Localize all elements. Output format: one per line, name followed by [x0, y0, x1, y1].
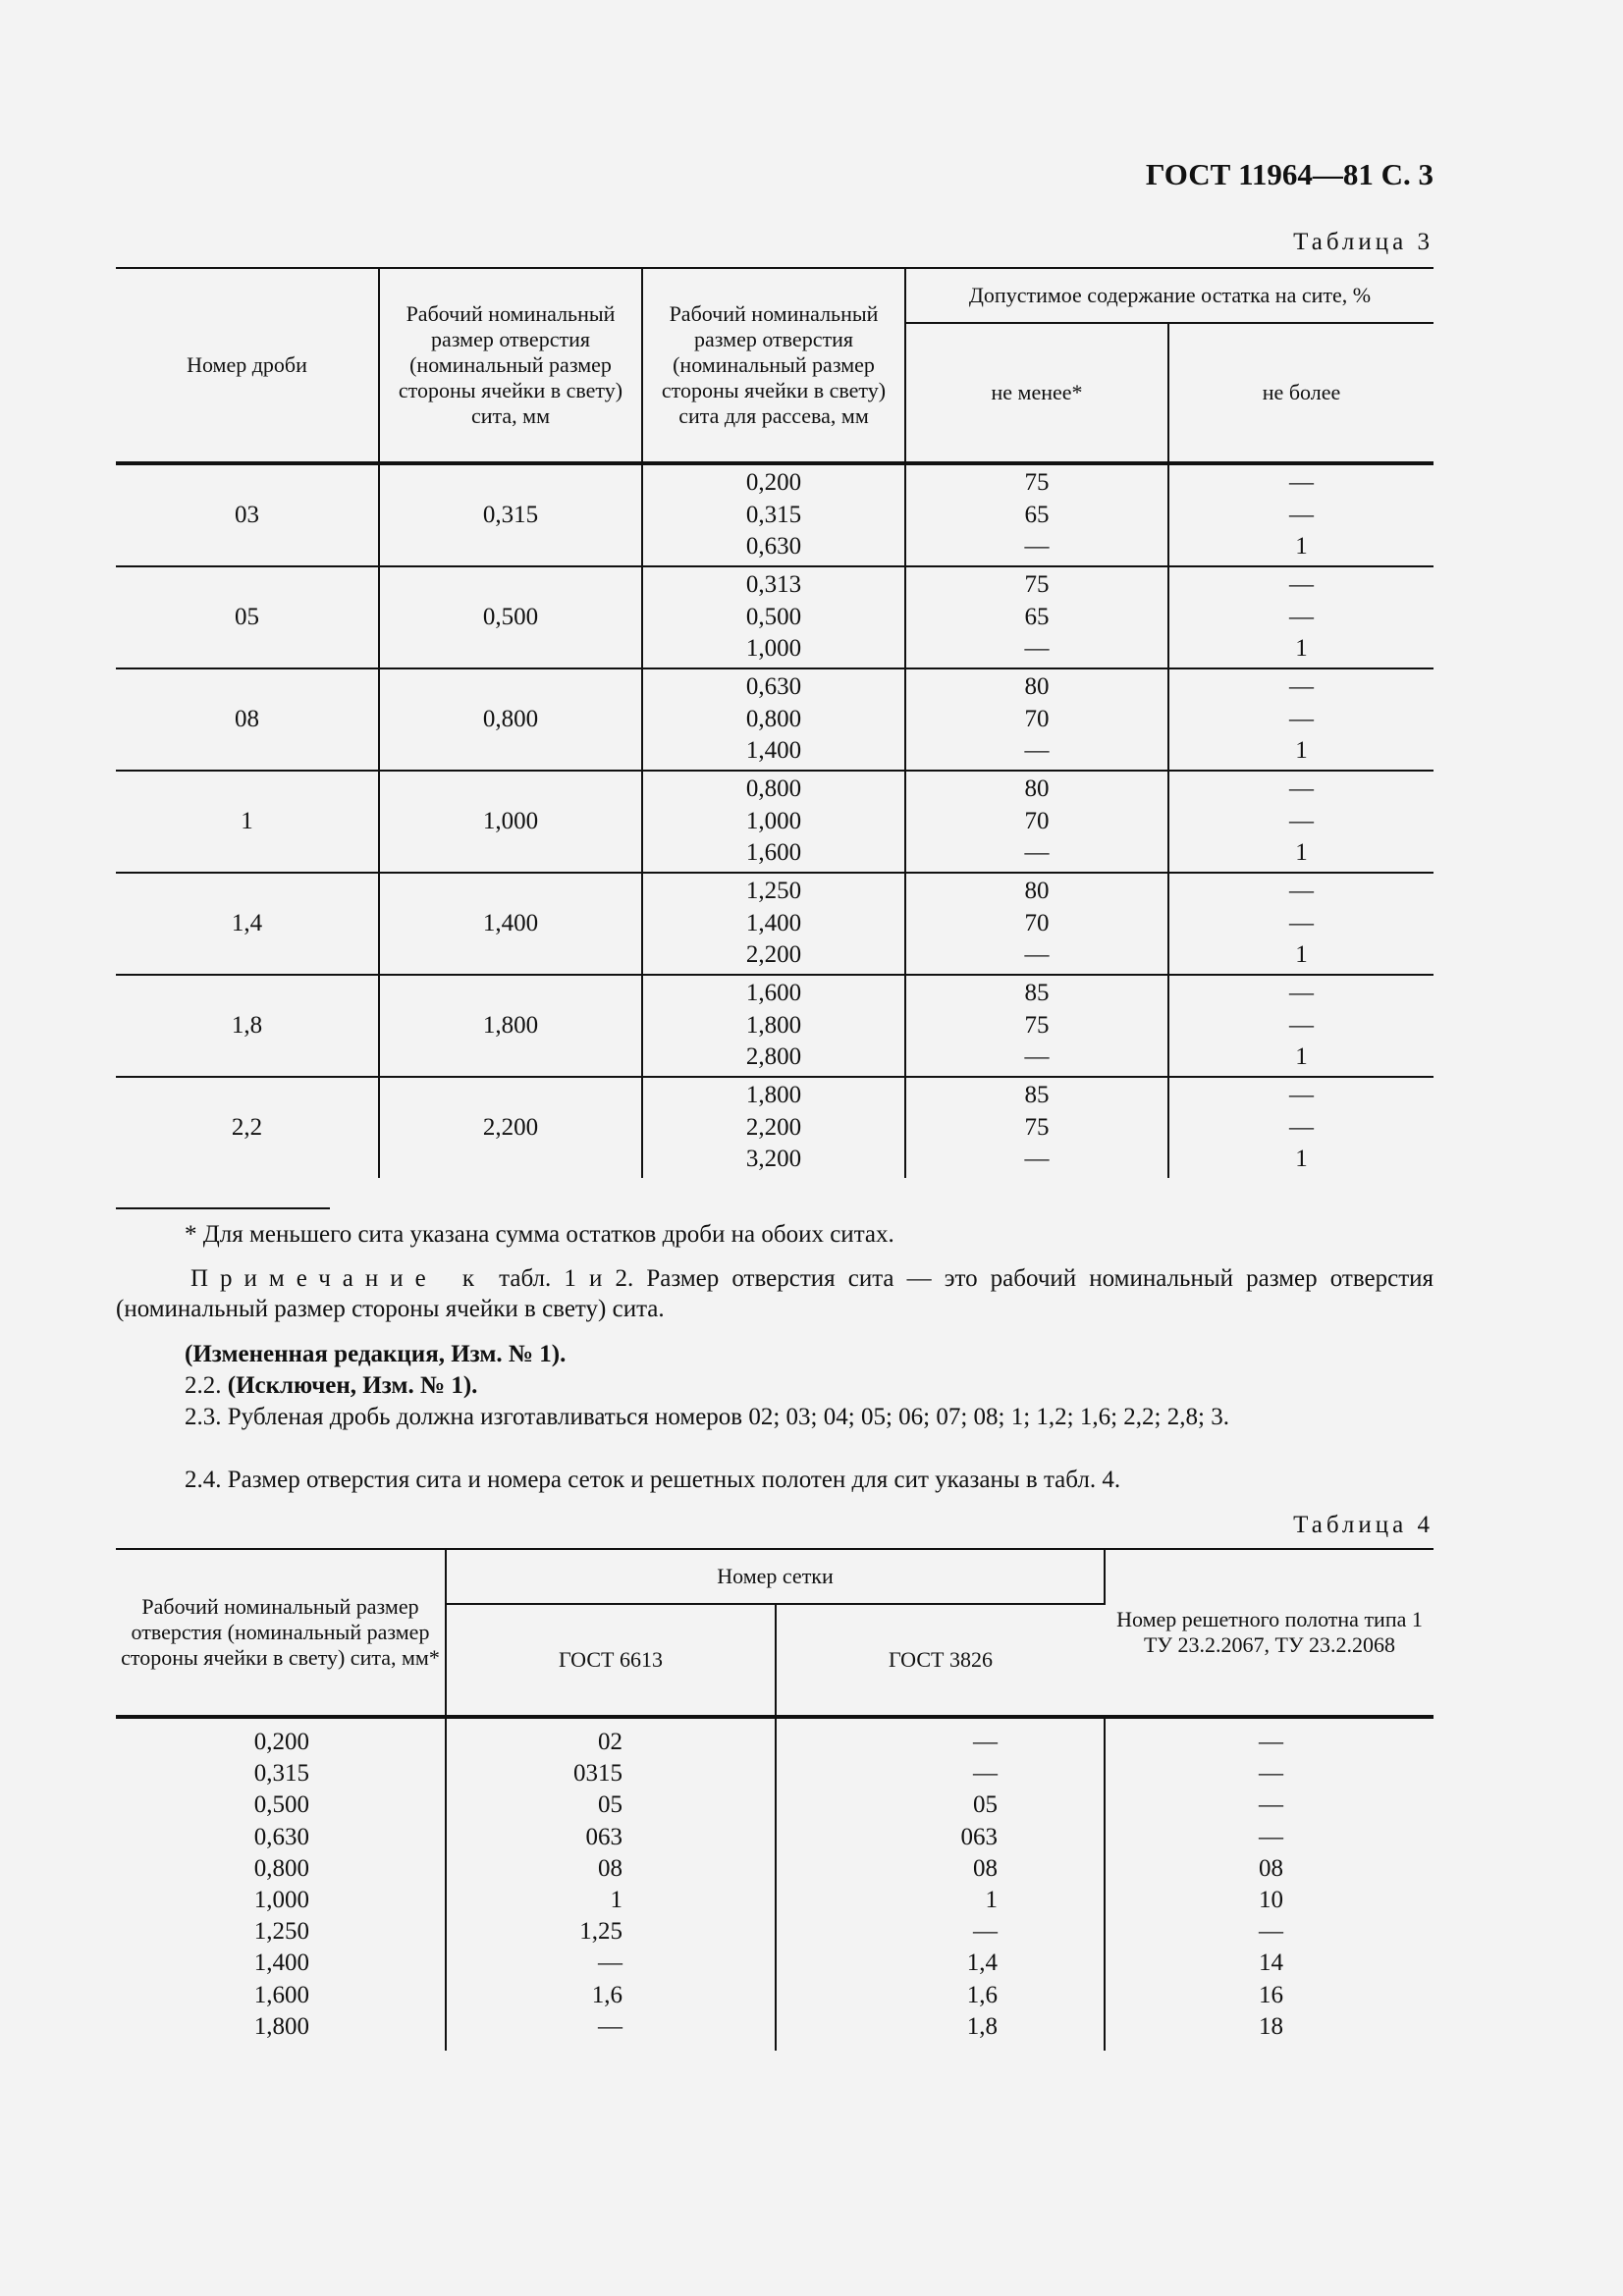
t3-header-sieve: Рабочий номинальный размер отверстия (номинальный размер стороны ячейки в свету) сита для рассева, мм: [642, 268, 905, 463]
table3-caption: Таблица 3: [1293, 229, 1434, 255]
t4-header-plate: Номер решетного полотна типа 1 ТУ 23.2.2067, ТУ 23.2.2068: [1105, 1549, 1434, 1717]
t3-number: 1: [116, 771, 379, 873]
table-row: [116, 975, 1434, 1077]
table-row: [116, 463, 1434, 566]
table4-caption: Таблица 4: [1293, 1512, 1434, 1538]
amendment-note: (Измененная редакция, Изм. № 1).: [185, 1341, 567, 1367]
t3-number: 08: [116, 668, 379, 771]
t4-header-size: Рабочий номинальный размер отверстия (номинальный размер стороны ячейки в свету) сита, мм*: [116, 1549, 446, 1717]
footnote: * Для меньшего сита указана сумма остатков дроби на обоих ситах.: [185, 1221, 894, 1248]
table-row: 0,800 08 08 08: [116, 1853, 1434, 1885]
t3-max: — — 1: [1168, 873, 1434, 975]
t3-sieves: 0,630 0,800 1,400: [642, 668, 905, 771]
page-header: ГОСТ 11964—81 С. 3: [1145, 157, 1434, 191]
t3-min: 85 75 —: [905, 975, 1168, 1077]
t3-sieves: 1,250 1,400 2,200: [642, 873, 905, 975]
t3-max: — — 1: [1168, 975, 1434, 1077]
t3-min: 85 75 —: [905, 1077, 1168, 1178]
table-row: 1,400 — 1,4 14: [116, 1948, 1434, 1979]
t3-number: 1,4: [116, 873, 379, 975]
t3-size: 0,315: [379, 463, 642, 566]
t3-size: 0,800: [379, 668, 642, 771]
note-label: Примечание к: [190, 1265, 487, 1292]
t3-header-group: Допустимое содержание остатка на сите, %: [905, 268, 1434, 323]
t4-header-gost6613: ГОСТ 6613: [446, 1604, 776, 1717]
t3-max: — — 1: [1168, 463, 1434, 566]
t3-size: 2,200: [379, 1077, 642, 1178]
note: [116, 1263, 1434, 1324]
t3-max: — — 1: [1168, 566, 1434, 668]
t3-header-number: Номер дроби: [116, 268, 379, 463]
t3-min: 80 70 —: [905, 873, 1168, 975]
table-row: [116, 1077, 1434, 1178]
footnote-divider: [116, 1207, 330, 1209]
table-row: [116, 566, 1434, 668]
t3-number: 2,2: [116, 1077, 379, 1178]
t3-size: 1,800: [379, 975, 642, 1077]
t3-size: 0,500: [379, 566, 642, 668]
t3-min: 80 70 —: [905, 771, 1168, 873]
t4-header-group: Номер сетки: [446, 1549, 1105, 1604]
paragraph-2-2: 2.2. (Исключен, Изм. № 1).: [185, 1372, 478, 1399]
table-row: 1,800 — 1,8 18: [116, 2011, 1434, 2051]
table-row: 1,000 1 1 10: [116, 1885, 1434, 1916]
note-text: табл. 1 и 2. Размер отверстия сита — это рабочий номинальный размер отверстия (номинальный размер стороны ячейки в свету) сита.: [116, 1265, 1434, 1322]
t3-sieves: 0,313 0,500 1,000: [642, 566, 905, 668]
t3-sieves: 0,800 1,000 1,600: [642, 771, 905, 873]
t3-max: — — 1: [1168, 771, 1434, 873]
t3-size: 1,000: [379, 771, 642, 873]
t3-sieves: 0,200 0,315 0,630: [642, 463, 905, 566]
table-4: [116, 1548, 1434, 2051]
t3-number: 03: [116, 463, 379, 566]
t3-max: — — 1: [1168, 668, 1434, 771]
t3-number: 05: [116, 566, 379, 668]
paragraph-2-3: 2.3. Рубленая дробь должна изготавливаться номеров 02; 03; 04; 05; 06; 07; 08; 1; 1,2; 1,6; 2,2; 2,8; 3.: [185, 1404, 1229, 1430]
table-row: 1,250 1,25 — —: [116, 1916, 1434, 1948]
table-row: [116, 873, 1434, 975]
table-row: [116, 668, 1434, 771]
t3-min: 75 65 —: [905, 463, 1168, 566]
t3-min: 75 65 —: [905, 566, 1168, 668]
t3-number: 1,8: [116, 975, 379, 1077]
table-row: 0,200 02 — —: [116, 1717, 1434, 1758]
t3-header-max: не более: [1168, 323, 1434, 463]
t3-size: 1,400: [379, 873, 642, 975]
t3-sieves: 1,800 2,200 3,200: [642, 1077, 905, 1178]
paragraph-2-4: 2.4. Размер отверстия сита и номера сеток и решетных полотен для сит указаны в табл. 4.: [185, 1467, 1121, 1493]
table-row: 0,315 0315 — —: [116, 1758, 1434, 1789]
table-3: [116, 267, 1434, 1178]
t3-sieves: 1,600 1,800 2,800: [642, 975, 905, 1077]
table-row: 0,500 05 05 —: [116, 1789, 1434, 1821]
t3-min: 80 70 —: [905, 668, 1168, 771]
table-row: 0,630 063 063 —: [116, 1822, 1434, 1853]
t3-header-min: не менее*: [905, 323, 1168, 463]
table-row: 1,600 1,6 1,6 16: [116, 1980, 1434, 2011]
table-row: [116, 771, 1434, 873]
t3-max: — — 1: [1289, 1082, 1314, 1173]
t4-header-gost3826: ГОСТ 3826: [776, 1604, 1105, 1717]
t3-header-size: Рабочий номинальный размер отверстия (номинальный размер стороны ячейки в свету) сита, мм: [379, 268, 642, 463]
